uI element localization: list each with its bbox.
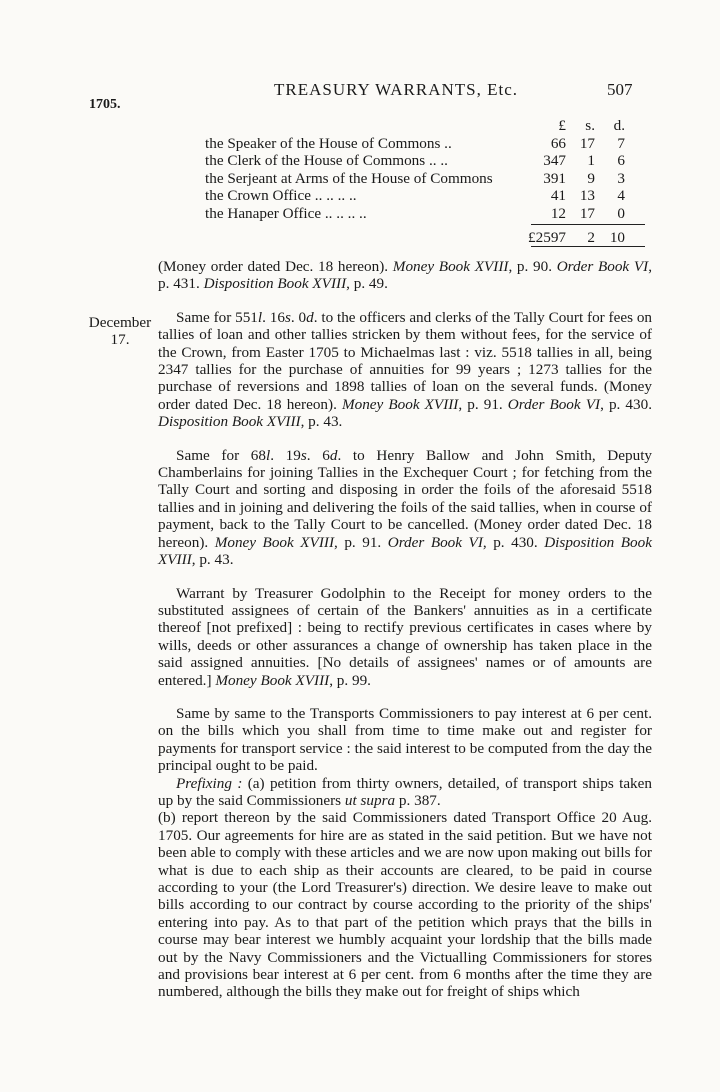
italic-run: Disposition Book XVIII xyxy=(158,413,301,431)
italic-run: d xyxy=(329,446,338,464)
text-run: . 0 xyxy=(290,308,307,326)
text-run: . 6 xyxy=(306,446,330,464)
text-run: p. 387. xyxy=(395,791,441,809)
italic-run: l xyxy=(257,308,263,326)
italic-run: s xyxy=(300,446,307,464)
fee-row xyxy=(205,152,641,170)
italic-run: Order Book VI xyxy=(507,395,601,413)
text-run: , p. 91. xyxy=(458,395,508,413)
fee-row xyxy=(205,170,641,188)
text-run: , p. 430. xyxy=(482,533,545,551)
italic-run: Disposition Book XVIII xyxy=(203,275,347,293)
entry-money-order-note xyxy=(158,258,652,293)
italic-run: Money Book XVIII xyxy=(215,671,330,689)
shillings-header: s. xyxy=(585,117,595,134)
entry-prefixing-petition xyxy=(158,775,652,810)
text-run: , p. 430. xyxy=(600,395,652,413)
italic-run: d xyxy=(306,308,314,326)
fee-recipient: the Hanaper Office .. .. .. .. xyxy=(205,204,367,222)
fees-table xyxy=(205,117,641,246)
entry-tally-court-fees xyxy=(158,309,652,431)
text-run: . 16 xyxy=(262,308,285,326)
running-title: TREASURY WARRANTS, Etc. xyxy=(274,80,519,99)
fee-shillings: 17 xyxy=(579,134,595,152)
fee-pence: 3 xyxy=(617,169,625,187)
page-number: 507 xyxy=(607,80,633,99)
italic-run: ut supra xyxy=(344,791,396,809)
entry-deputy-chamberlains xyxy=(158,447,652,569)
pounds-header: £ xyxy=(558,117,566,134)
text-run: . to the officers and clerks of the Tally Court for fees on tallies of loan and other tallies stricken by them without fees, for the service of the Crown, from Easter 1705 to Michaelmas last : viz. 5518 tallies in all, being 2347 tallies for the purchase of annuities for 99 years ; 1273 tallies for the purchase of reversions and 1898 tallies of loan on the several funds. (Money order dated Dec. 18 hereon). xyxy=(158,308,653,413)
entries-body xyxy=(158,258,652,1001)
text-run: (Money order dated Dec. 18 hereon). xyxy=(158,258,393,275)
italic-run: Money Book XVIII xyxy=(341,395,459,413)
italic-run: Money Book XVIII xyxy=(392,258,509,275)
fee-recipient: the Speaker of the House of Commons .. xyxy=(205,134,452,152)
fee-recipient: the Serjeant at Arms of the House of Commons xyxy=(205,169,493,187)
fee-shillings: 17 xyxy=(579,204,595,222)
total-rule xyxy=(531,224,645,225)
total-pounds: £2597 xyxy=(528,228,566,246)
italic-run: Money Book XVIII xyxy=(214,533,334,551)
text-run: , p. 90. xyxy=(508,258,557,275)
italic-run: Order Book VI xyxy=(387,533,483,551)
fee-pounds: 41 xyxy=(550,187,566,205)
pence-header: d. xyxy=(613,117,625,134)
entry-bankers-annuities-warrant xyxy=(158,585,652,689)
total-pence: 10 xyxy=(609,228,625,246)
italic-run: Disposition Book XVIII xyxy=(158,533,652,569)
fee-shillings: 9 xyxy=(587,169,595,187)
fee-recipient: the Crown Office .. .. .. .. xyxy=(205,187,357,205)
text-run: (a) petition from thirty owners, detailed, of transport ships taken up by the said Commissioners xyxy=(158,774,652,809)
fee-pounds: 391 xyxy=(543,169,566,187)
italic-run: s xyxy=(284,308,291,326)
fees-total-row xyxy=(205,229,641,247)
margin-date: December 17. xyxy=(88,314,152,349)
text-run: Same by same to the Transports Commissioners to pay interest at 6 per cent. on the bills which you shall from time to time make out and register for payments for transport service : the said interest to be computed from the day the principal ought to be paid. xyxy=(158,704,652,775)
fee-pence: 7 xyxy=(617,134,625,152)
text-run: , p. 91. xyxy=(334,533,388,551)
text-run: , p. 99. xyxy=(329,671,371,689)
fee-row xyxy=(205,187,641,205)
text-run: (b) report thereon by the said Commissioners dated Transport Office 20 Aug. 1705. Our agreements for hire are as stated in the said petition. But we have not been able to comply with these articles and we are now upon making out bills for what is due to each ship as their accounts are cleared, to be paid in course according to your (the Lord Treasurer's) direction. We desire leave to make out bills according to our contract by course according to the priority of the ships' entering into pay. As to that part of the petition which prays that the bills in course may bear interest we humbly acquaint your lordship that the bills made out by the Navy Commissioners and the Victualling Commissioners for stores and provisions bear interest at 6 per cent. from 6 months after the time they are numbered, although the bills they make out for freight of ships which xyxy=(158,809,652,1001)
text-run: Same for 68 xyxy=(176,446,266,464)
italic-run: Order Book VI xyxy=(556,258,649,275)
fee-pounds: 12 xyxy=(550,204,566,222)
text-run: , p. 49. xyxy=(346,275,388,293)
fee-row xyxy=(205,135,641,153)
text-run: , p. 431. xyxy=(158,258,652,293)
fee-row xyxy=(205,205,641,223)
text-run: , p. 43. xyxy=(300,413,343,431)
fee-pence: 4 xyxy=(617,187,625,205)
fee-pence: 6 xyxy=(617,152,625,170)
text-run: . to Henry Ballow and John Smith, Deputy Chamberlains for joining Tallies in the Exchequer Court ; for fetching from the Tally Court and sorting and disposing in order the foils of the aforesaid 5518 tallies and in joining and delivering the foils of the said tallies, when in course of payment, back to the Tally Court to be cancelled. (Money order dated Dec. 18 hereon). xyxy=(158,446,653,551)
fee-pence: 0 xyxy=(617,204,625,222)
text-run: . 19 xyxy=(270,446,301,464)
fees-table-header xyxy=(205,117,641,135)
entry-transports-interest xyxy=(158,705,652,775)
fee-pounds: 66 xyxy=(550,134,566,152)
fee-shillings: 1 xyxy=(587,152,595,170)
text-run: , p. 43. xyxy=(191,551,234,569)
fee-recipient: the Clerk of the House of Commons .. .. xyxy=(205,152,448,170)
total-underline xyxy=(531,246,645,247)
italic-run: l xyxy=(265,446,271,464)
fees-table-body xyxy=(205,135,641,223)
year-marker: 1705. xyxy=(89,97,121,112)
total-shillings: 2 xyxy=(587,228,595,246)
fee-shillings: 13 xyxy=(579,187,595,205)
text-run: Warrant by Treasurer Godolphin to the Receipt for money orders to the substituted assignees of certain of the Bankers' annuities as in a certificate thereof [not prefixed] : being to rectify previous certificates in cases where by wills, deeds or other assurances a change of ownership has taken place in the said assigned annuities. [No details of assignees' names or of amounts are entered.] xyxy=(158,584,652,689)
fee-pounds: 347 xyxy=(543,152,566,170)
text-run: Same for 551 xyxy=(176,308,258,326)
entry-commissioners-report xyxy=(158,809,652,1000)
italic-run: Prefixing : xyxy=(176,774,243,792)
